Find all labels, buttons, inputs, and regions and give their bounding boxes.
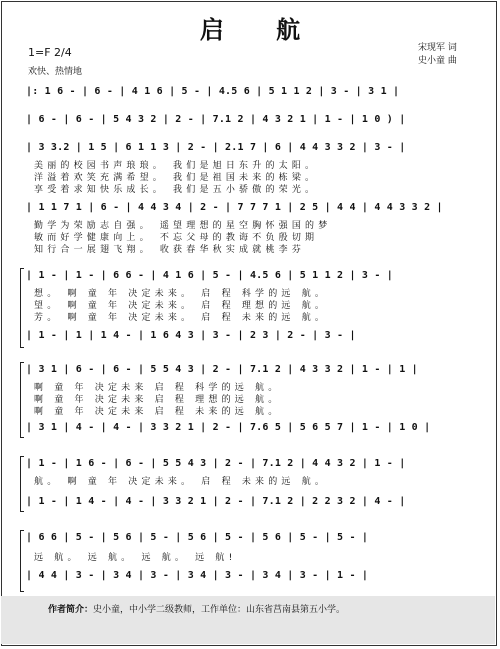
system-bracket (20, 530, 24, 592)
notation-row-1: |: 1 6 - | 6 - | 4 1 6 | 5 - | 4.5 6 | 5 1 1 2 | 3 - | 3 1 | (26, 86, 400, 97)
author-bio-label: 作者简介： (48, 605, 94, 615)
lyric-line: 想。 啊 童 年 决定未来。 启 程 科学的远 航。 (34, 289, 329, 298)
lyric-line: 啊 童 年 决定未来 启 程 科学的远 航。 (34, 383, 282, 392)
system-bracket (20, 268, 24, 348)
lyric-line: 勤学为荣励志自强。 遥望理想的星空胸怀强国的梦 (34, 221, 332, 230)
notation-row-6: | 1 - | 1 | 1 4 - | 1 6 4 3 | 3 - | 2 3 | 2 - | 3 - | (26, 330, 356, 341)
lyric-line: 芳。 啊 童 年 决定未来。 启 程 未来的远 航。 (34, 313, 329, 322)
notation-row-4: | 1 1 7 1 | 6 - | 4 4 3 4 | 2 - | 7 7 7 1 | 2 5 | 4 4 | 4 4 3 3 2 | (26, 202, 443, 213)
lyric-line: 洋溢着欢笑充满希望。 我们是祖国未来的栋梁。 (34, 173, 319, 182)
notation-row-5: | 1 - | 1 - | 6 6 - | 4 1 6 | 5 - | 4.5 6 | 5 1 1 2 | 3 - | (26, 270, 394, 281)
lyric-line: 敏而好学健康向上。 不忘父母的教诲不负殷切期 (34, 233, 319, 242)
lyric-line: 航。 啊 童 年 决定未来。 启 程 未来的远 航。 (34, 477, 329, 486)
lyric-line: 啊 童 年 决定未来 启 程 未来的远 航。 (34, 407, 282, 416)
author-bio-text: 史小童，中小学二级教师，工作单位：山东省莒南县第五小学。 (93, 605, 346, 615)
tempo-marking: 欢快、热情地 (28, 67, 83, 77)
lyric-line: 美丽的校园书声琅琅。 我们是旭日东升的太阳。 (34, 161, 319, 170)
lyricist-credit: 宋现军 词 (418, 43, 457, 53)
notation-row-12: | 4 4 | 3 - | 3 4 | 3 - | 3 4 | 3 - | 3 4 | 3 - | 1 - | (26, 570, 369, 581)
lyric-line: 啊 童 年 决定未来 启 程 理想的远 航。 (34, 395, 282, 404)
system-bracket (20, 362, 24, 438)
notation-row-3: | 3 3.2 | 1 5 | 6 1 1 3 | 2 - | 2.1 7 | 6 | 4 4 3 3 2 | 3 - | (26, 142, 406, 153)
composer-credit: 史小童 曲 (418, 56, 457, 66)
notation-row-9: | 1 - | 1 6 - | 6 - | 5 5 4 3 | 2 - | 7.1 2 | 4 4 3 2 | 1 - | (26, 458, 406, 469)
system-bracket (20, 456, 24, 512)
lyric-line: 远 航。 远 航。 远 航。 远 航! (34, 553, 237, 562)
notation-row-8: | 3 1 | 4 - | 4 - | 3 3 2 1 | 2 - | 7.6 5 | 5 6 5 7 | 1 - | 1 0 | (26, 422, 431, 433)
song-title: 启 航 (199, 16, 323, 44)
notation-row-2: | 6 - | 6 - | 5 4 3 2 | 2 - | 7.1 2 | 4 3 2 1 | 1 - | 1 0 ) | (26, 114, 406, 125)
notation-row-10: | 1 - | 1 4 - | 4 - | 3 3 2 1 | 2 - | 7.1 2 | 2 2 3 2 | 4 - | (26, 496, 406, 507)
key-signature: 1=F 2/4 (28, 46, 72, 59)
notation-row-7: | 3 1 | 6 - | 6 - | 5 5 4 3 | 2 - | 7.1 2 | 4 3 3 2 | 1 - | 1 | (26, 364, 418, 375)
lyric-line: 享受着求知快乐成长。 我们是五小骄傲的荣光。 (34, 185, 319, 194)
lyric-line: 知行合一展翅飞翔。 收获春华秋实成就桃李芬 (34, 245, 306, 254)
lyric-line: 望。 啊 童 年 决定未来。 启 程 理想的远 航。 (34, 301, 329, 310)
notation-row-11: | 6 6 | 5 - | 5 6 | 5 - | 5 6 | 5 - | 5 6 | 5 - | 5 - | (26, 532, 369, 543)
author-bio (48, 602, 345, 615)
